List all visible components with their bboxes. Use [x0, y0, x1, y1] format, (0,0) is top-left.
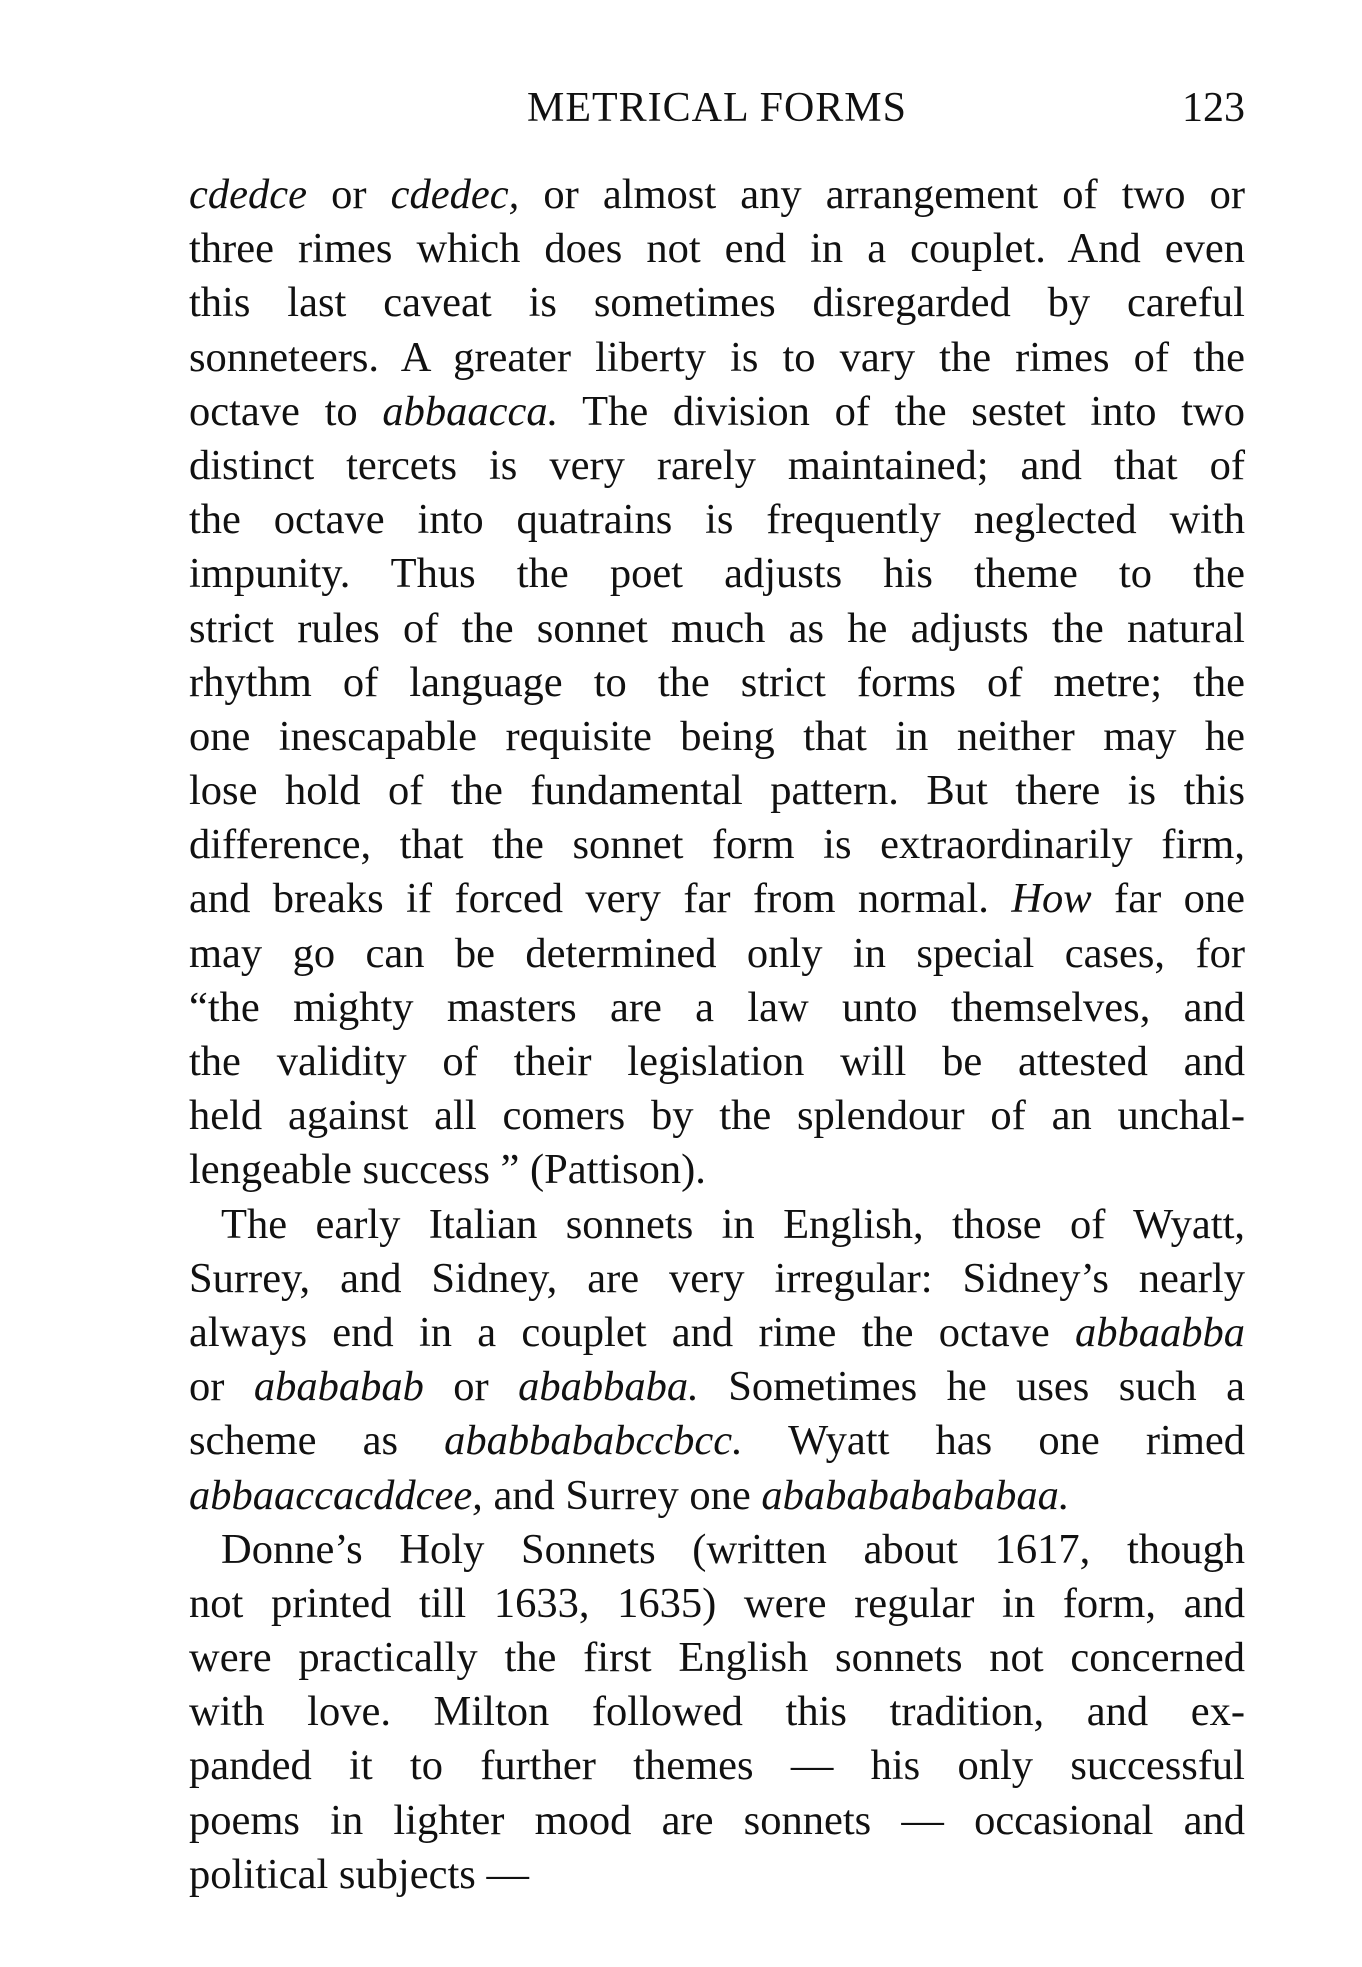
text-run: lose hold of the fundamental pattern. But there is this: [189, 767, 1245, 815]
text-line: [189, 385, 1245, 439]
running-title: METRICAL FORMS: [526, 85, 907, 131]
text-line: [189, 439, 1245, 493]
text-line: [189, 1577, 1245, 1631]
text-line: [189, 1306, 1245, 1360]
text-line: [189, 818, 1245, 872]
text-line: [189, 1360, 1245, 1414]
text-run: “the mighty masters are a law unto themselves, and: [189, 983, 1245, 1031]
text-line: [189, 222, 1245, 276]
text-run: Surrey, and Sidney, are very irregular: Sidney’s nearly: [189, 1254, 1245, 1302]
text-run: political subjects —: [189, 1850, 529, 1898]
text-run: one inescapable requisite being that in neither may he: [189, 712, 1245, 760]
text-run: and Surrey one: [482, 1471, 762, 1519]
text-line: [189, 276, 1245, 330]
italic-text: How: [1011, 875, 1092, 923]
italic-text: ababbaba.: [518, 1363, 699, 1411]
text-line: [189, 1035, 1245, 1089]
text-line: [189, 656, 1245, 710]
text-line: [189, 493, 1245, 547]
text-run: impunity. Thus the poet adjusts his theme to the: [189, 550, 1245, 598]
text-run: Sometimes he uses such a: [698, 1363, 1245, 1411]
italic-text: ababababababaa.: [761, 1471, 1070, 1519]
italic-text: cdedec,: [390, 171, 520, 218]
text-line: [189, 1089, 1245, 1143]
text-run: sonneteers. A greater liberty is to vary the rimes of the: [189, 333, 1245, 381]
text-run: the validity of their legislation will be attested and: [189, 1038, 1245, 1085]
text-line: [189, 710, 1245, 764]
italic-text: cdedce: [189, 171, 307, 218]
text-line: [189, 168, 1245, 222]
italic-text: abbaaccacddcee,: [189, 1471, 483, 1519]
text-run: lengeable success ” (Pattison).: [189, 1146, 706, 1194]
text-line: [189, 981, 1245, 1035]
text-line: [189, 927, 1245, 981]
italic-text: abbaacca.: [382, 387, 559, 435]
text-line: [189, 602, 1245, 656]
text-line: [189, 1739, 1245, 1793]
text-run: the octave into quatrains is frequently neglected with: [189, 496, 1245, 544]
text-run: difference, that the sonnet form is extraordinarily firm,: [189, 821, 1245, 869]
running-header: [189, 84, 1245, 138]
text-line: [189, 547, 1245, 601]
text-line: [189, 1685, 1245, 1739]
text-run: The early Italian sonnets in English, those of Wyatt,: [221, 1200, 1245, 1248]
text-run: strict rules of the sonnet much as he adjusts the natural: [189, 604, 1245, 652]
text-run: not printed till 1633, 1635) were regular in form, and: [189, 1579, 1245, 1627]
text-run: or: [423, 1363, 519, 1411]
text-run: Wyatt has one rimed: [742, 1417, 1245, 1465]
text-run: three rimes which does not end in a couplet. And even: [189, 225, 1245, 273]
text-run: or almost any arrangement of two or: [519, 171, 1246, 218]
italic-text: abababab: [253, 1363, 424, 1411]
text-run: and breaks if forced very far from normal.: [189, 875, 1012, 923]
text-line: [189, 1631, 1245, 1685]
text-run: may go can be determined only in special cases, for: [189, 929, 1245, 977]
text-run: octave to: [189, 387, 383, 435]
text-line: [189, 331, 1245, 385]
text-run: were practically the first English sonnets not concerned: [189, 1634, 1245, 1682]
text-run: or: [306, 171, 391, 218]
text-run: Donne’s Holy Sonnets (written about 1617, though: [221, 1525, 1245, 1573]
text-line: [189, 1848, 1245, 1902]
text-run: this last caveat is sometimes disregarded by careful: [189, 279, 1245, 327]
text-run: poems in lighter mood are sonnets — occasional and: [189, 1796, 1245, 1844]
text-run: always end in a couplet and rime the octave: [189, 1308, 1075, 1356]
text-run: The division of the sestet into two: [558, 387, 1245, 435]
text-line: [189, 1414, 1245, 1468]
text-line: [189, 764, 1245, 818]
text-line: [189, 1469, 1245, 1523]
text-line: [189, 1198, 1245, 1252]
text-run: held against all comers by the splendour of an unchal-: [189, 1092, 1245, 1140]
text-run: or: [189, 1363, 254, 1411]
text-line: [189, 1794, 1245, 1848]
page-number: 123: [1182, 85, 1245, 131]
text-run: distinct tercets is very rarely maintained; and that of: [189, 441, 1245, 489]
text-line: [189, 1523, 1245, 1577]
text-line: [189, 1143, 1245, 1197]
italic-text: abbaabba: [1075, 1308, 1245, 1356]
text-run: rhythm of language to the strict forms of metre; the: [189, 658, 1245, 706]
text-run: with love. Milton followed this tradition, and ex-: [189, 1688, 1245, 1736]
text-run: scheme as: [189, 1417, 445, 1465]
text-run: far one: [1091, 875, 1245, 923]
italic-text: ababbababccbcc.: [444, 1417, 743, 1465]
body-text: [189, 168, 1245, 1902]
text-run: panded it to further themes — his only successful: [189, 1742, 1245, 1790]
text-line: [189, 872, 1245, 926]
text-line: [189, 1252, 1245, 1306]
